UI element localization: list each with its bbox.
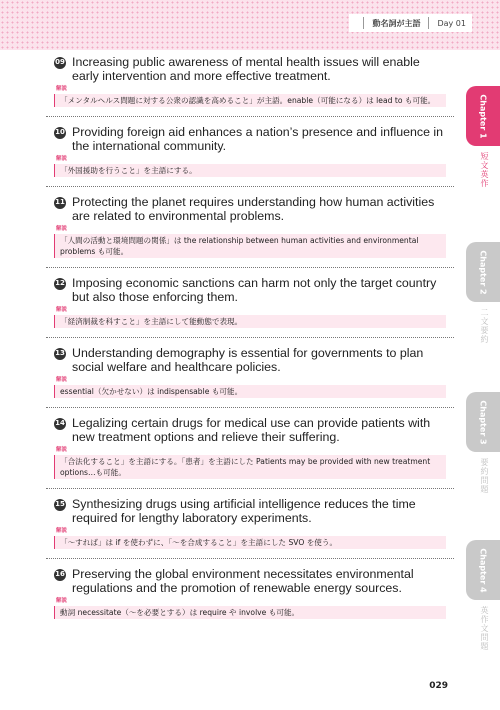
sentence-text: Legalizing certain drugs for medical use can provide patients with new treatment options and relieve their suffering. (72, 416, 431, 444)
header-title: 動名詞が主語 (372, 18, 421, 28)
sentence-text: Increasing public awareness of mental health issues will enable early intervention and more effective treatment. (72, 55, 420, 83)
note-label: 解説 (56, 377, 68, 383)
exercise-item (54, 417, 446, 479)
item-number: 09 (54, 57, 66, 69)
explanation-note: 「人間の活動と環境問題の関係」は the relationship between human activities and environmental problems も可能。 (54, 234, 446, 258)
header-divider (428, 17, 429, 29)
note-label: 解説 (56, 156, 68, 162)
explanation-note: 「メンタルヘルス問題に対する公衆の認識を高めること」が主語。enable（可能になる）は lead to も可能。 (54, 94, 446, 107)
exercise-item (54, 126, 446, 177)
chapter-4-label: 英作文問題 (480, 606, 489, 651)
note-label: 解説 (56, 528, 68, 534)
explanation-note: 「～すれば」は if を使わずに、「～を合成すること」を主語にした SVO を使う。 (54, 536, 446, 549)
sentence-text: Imposing economic sanctions can harm not only the target country but also those enforcing them. (72, 276, 437, 304)
note-label: 解説 (56, 307, 68, 313)
answer-sentence (54, 347, 446, 374)
tab-chapter-2-label: Chapter 2 (478, 249, 488, 295)
answer-sentence (54, 417, 446, 444)
exercise-item (54, 498, 446, 549)
chapter-3-label: 要約問題 (480, 458, 489, 494)
dotted-divider (46, 116, 454, 117)
sentence-text: Understanding demography is essential for governments to plan social welfare and healthcare policies. (72, 346, 424, 374)
answer-sentence (54, 56, 446, 83)
explanation-note: essential（欠かせない）は indispensable も可能。 (54, 385, 446, 398)
answer-sentence (54, 126, 446, 153)
chapter-2-label: 二文要約 (480, 308, 489, 344)
tab-chapter-3-label: Chapter 3 (478, 399, 488, 445)
item-number: 16 (54, 569, 66, 581)
item-number: 14 (54, 418, 66, 430)
explanation-note: 「経済制裁を科すこと」を主語にして能動態で表現。 (54, 315, 446, 328)
note-label: 解説 (56, 598, 68, 604)
page-number: 029 (429, 681, 448, 691)
dotted-divider (46, 337, 454, 338)
answer-sentence (54, 196, 446, 223)
tab-chapter-1-label: Chapter 1 (478, 93, 488, 139)
explanation-note: 「外国援助を行うこと」を主語にする。 (54, 164, 446, 177)
sentence-text: Preserving the global environment necessitates environmental regulations and the promotion of renewable energy sources. (72, 567, 414, 595)
exercise-list (54, 56, 446, 619)
dotted-divider (46, 267, 454, 268)
item-number: 11 (54, 197, 66, 209)
header-divider (363, 17, 364, 29)
answer-sentence (54, 568, 446, 595)
explanation-note: 「合法化すること」を主語にする。「患者」を主語にした Patients may be provided with new treatment options…も可能。 (54, 455, 446, 479)
tab-chapter-1[interactable] (466, 86, 500, 146)
running-header (349, 14, 472, 32)
exercise-item (54, 56, 446, 107)
item-number: 12 (54, 278, 66, 290)
note-label: 解説 (56, 447, 68, 453)
item-number: 15 (54, 499, 66, 511)
dotted-divider (46, 558, 454, 559)
tab-chapter-4-label: Chapter 4 (478, 547, 488, 593)
answer-sentence (54, 277, 446, 304)
item-number: 10 (54, 127, 66, 139)
exercise-item (54, 568, 446, 619)
dotted-divider (46, 488, 454, 489)
dotted-divider (46, 186, 454, 187)
sentence-text: Synthesizing drugs using artificial intelligence reduces the time required for lengthy laboratory experiments. (72, 497, 416, 525)
dotted-divider (46, 407, 454, 408)
note-label: 解説 (56, 86, 68, 92)
note-label: 解説 (56, 226, 68, 232)
tab-chapter-4[interactable] (466, 540, 500, 600)
sentence-text: Protecting the planet requires understanding how human activities are related to environmental problems. (72, 195, 435, 223)
header-day: Day 01 (437, 18, 466, 28)
tab-chapter-2[interactable] (466, 242, 500, 302)
exercise-item (54, 196, 446, 258)
chapter-1-label: 短文英作 (480, 152, 489, 188)
explanation-note: 動詞 necessitate（～を必要とする）は require や involve も可能。 (54, 606, 446, 619)
item-number: 13 (54, 348, 66, 360)
sentence-text: Providing foreign aid enhances a nation’s presence and influence in the international community. (72, 125, 444, 153)
tab-chapter-3[interactable] (466, 392, 500, 452)
exercise-item (54, 347, 446, 398)
exercise-item (54, 277, 446, 328)
answer-sentence (54, 498, 446, 525)
